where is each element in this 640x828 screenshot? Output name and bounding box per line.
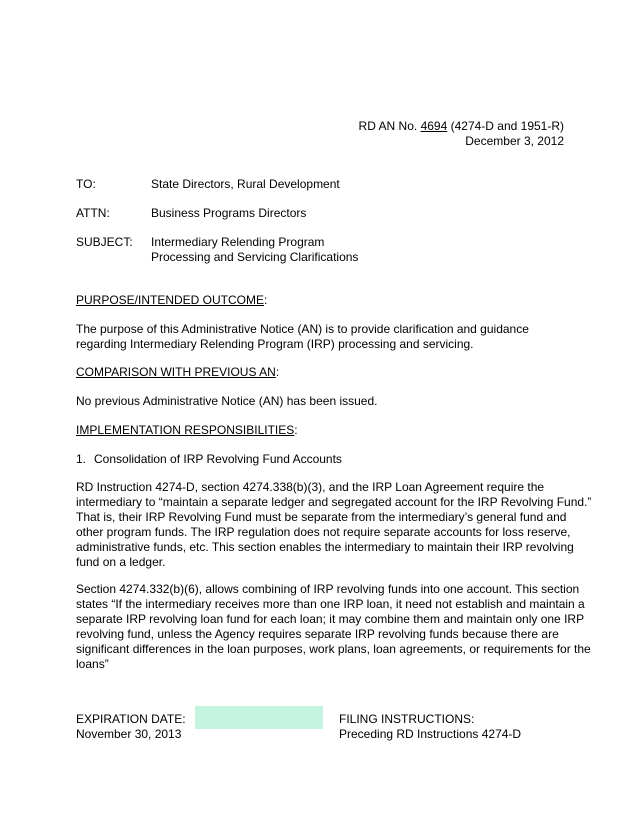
to-label: TO:: [76, 177, 96, 191]
comparison-text: No previous Administrative Notice (AN) has been issued.: [76, 394, 378, 408]
subject-line-2: Processing and Servicing Clarifications: [151, 250, 359, 264]
purpose-heading-colon: :: [264, 293, 268, 307]
implementation-paragraph-2: [76, 582, 591, 672]
comparison-heading-text: COMPARISON WITH PREVIOUS AN: [76, 365, 276, 379]
filing-value: Preceding RD Instructions 4274-D: [339, 727, 522, 741]
paragraph-line: intermediary to “maintain a separate ledger and segregated account for the IRP Revolving Fund.”: [76, 495, 592, 509]
subject-line-1: Intermediary Relending Program: [151, 235, 325, 249]
paragraph-line: significant differences in the loan purposes, work plans, loan agreements, or requirements for the: [76, 642, 591, 656]
paragraph-line: fund on a ledger.: [76, 555, 166, 569]
purpose-heading-text: PURPOSE/INTENDED OUTCOME: [76, 293, 265, 307]
implementation-heading-text: IMPLEMENTATION RESPONSIBILITIES: [76, 423, 295, 437]
to-value: State Directors, Rural Development: [151, 177, 340, 191]
paragraph-line: administrative funds, etc. This section enables the intermediary to maintain their IRP revolving: [76, 540, 574, 554]
an-number: 4694: [420, 119, 448, 133]
item-1-number: 1.: [76, 452, 87, 466]
paragraph-line: states “If the intermediary receives more than one IRP loan, it need not establish and maintain a: [76, 597, 585, 611]
implementation-paragraph-1: [76, 480, 591, 570]
paragraph-line: revolving fund, unless the Agency requires separate IRP revolving funds because there are: [76, 627, 559, 641]
subject-label: SUBJECT:: [76, 235, 133, 249]
paragraph-line: separate IRP revolving loan fund for each loan; it may combine them and maintain only one IRP: [76, 612, 585, 626]
expiration-label: EXPIRATION DATE:: [76, 712, 186, 726]
item-1-title: Consolidation of IRP Revolving Fund Accounts: [94, 452, 342, 466]
paragraph-line: That is, their IRP Revolving Fund must be separate from the intermediary’s general fund and: [76, 510, 567, 524]
implementation-heading: [76, 423, 298, 438]
an-prefix: RD AN No.: [358, 119, 421, 133]
paragraph-line: other program funds. The IRP regulation does not require separate accounts for loss reserve,: [76, 525, 571, 539]
paragraph-line: RD Instruction 4274-D, section 4274.338(b)(3), and the IRP Loan Agreement require the: [76, 480, 545, 494]
notice-date: December 3, 2012: [465, 134, 564, 148]
expiration-value: November 30, 2013: [76, 727, 182, 741]
an-suffix: (4274-D and 1951-R): [447, 119, 564, 133]
purpose-paragraph: [76, 322, 529, 352]
attn-value: Business Programs Directors: [151, 206, 307, 220]
purpose-heading: [76, 293, 267, 308]
purpose-line: regarding Intermediary Relending Program (IRP) processing and servicing.: [76, 337, 474, 351]
paragraph-line: loans”: [76, 657, 109, 671]
filing-label: FILING INSTRUCTIONS:: [339, 712, 475, 726]
comparison-heading-colon: :: [275, 365, 280, 379]
expiration-highlight-box: [195, 706, 323, 729]
purpose-line: The purpose of this Administrative Notice (AN) is to provide clarification and guidance: [76, 322, 529, 336]
paragraph-line: Section 4274.332(b)(6), allows combining of IRP revolving funds into one account. This section: [76, 582, 580, 596]
an-number-line: [359, 119, 564, 134]
implementation-heading-colon: :: [294, 423, 298, 437]
attn-label: ATTN:: [76, 206, 110, 220]
comparison-heading: [76, 365, 279, 380]
